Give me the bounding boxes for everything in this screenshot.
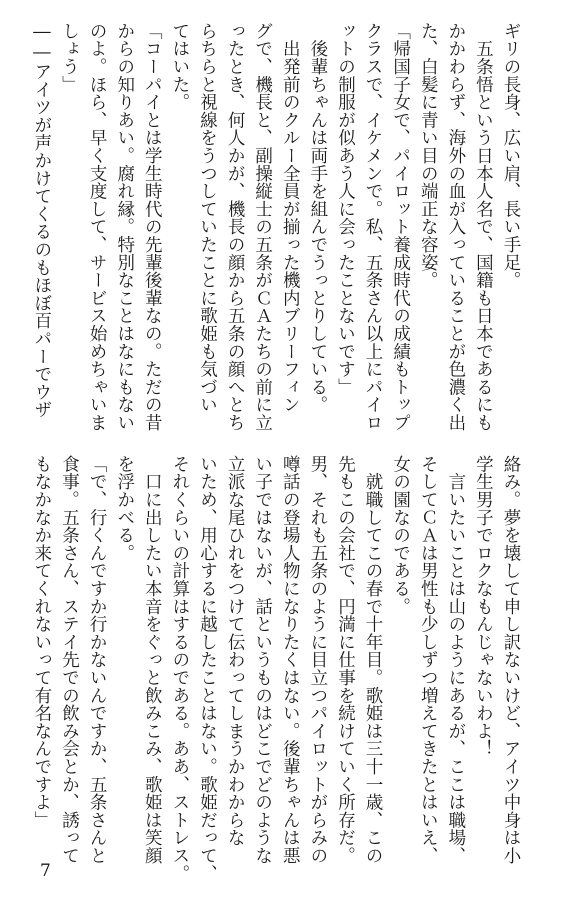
text-line: い子ではないが、話というものはどこでどのような <box>252 455 273 865</box>
text-line: 「帰国子女で、パイロット養成時代の成績もトップ <box>390 22 411 432</box>
text-line: 口に出したい本音をぐっと飲みこみ、歌姫は笑顔 <box>142 455 163 865</box>
text-block-upper <box>31 22 524 432</box>
text-line: ――アイツが声かけてくるのもほぼ百パーでウザ <box>31 22 52 419</box>
text-line: ったとき、何人かが、機長の顔から五条の顔へとち <box>225 22 246 432</box>
text-line: からの知りあい。腐れ縁。特別なことはなにもない <box>114 22 135 432</box>
text-line: 就職してこの春で十年目。歌姫は三十一歳、この <box>363 455 384 865</box>
text-line: 出発前のクルー全員が揃った機内ブリーフィン <box>280 22 301 414</box>
text-line: た、白髪に青い目の端正な容姿。 <box>418 22 439 289</box>
text-line: のよ。ほら、早く支度して、サービス始めちゃいま <box>87 22 108 432</box>
text-line: グで、機長と、副操縦士の五条がＣＡたちの前に立 <box>252 22 273 432</box>
text-line: そしてＣＡは男性も少しずつ増えてきたとはいえ、 <box>418 455 439 865</box>
text-line: 絡み。夢を壊して申し訳ないけど、アイツ中身は小 <box>501 455 521 865</box>
text-line: 「コーパイとは学生時代の先輩後輩なの。ただの昔 <box>142 22 163 432</box>
text-line: クラスで、イケメンで。私、五条さん以上にパイロ <box>363 22 384 432</box>
text-line: それくらいの計算はするのである。ああ、ストレス。 <box>169 455 190 883</box>
text-line: 後輩ちゃんは両手を組んでうっとりしている。 <box>307 22 328 414</box>
text-line: ギリの長身、広い肩、長い手足。 <box>501 22 521 289</box>
text-line: を浮かべる。 <box>114 455 135 562</box>
text-line: 先もこの会社で、円満に仕事を続けていく所存だ。 <box>335 455 356 865</box>
text-line: 言いたいことは山のようにあるが、ここは職場、 <box>445 455 466 865</box>
text-line: ットの制服が似あう人に会ったことないです」 <box>335 22 356 396</box>
page-number: 7 <box>40 861 51 881</box>
text-line: 立派な尾ひれをつけて伝わってしまうかわからな <box>225 455 246 847</box>
text-line: しょう」 <box>59 22 80 94</box>
text-line: 食事。五条さん、ステイ先での飲み会とか、誘って <box>59 455 80 865</box>
text-line: 噂話の登場人物になりたくはない。後輩ちゃんは悪 <box>280 455 301 865</box>
text-line: もなかなか来てくれないって有名なんですよ」 <box>31 455 52 829</box>
text-line: いため、用心するに越したことはない。歌姫だって、 <box>197 455 218 883</box>
text-line: 「で、行くんですか行かないんですか、五条さんと <box>87 455 108 865</box>
text-line: かかわらず、海外の血が入っていることが色濃く出 <box>445 22 466 432</box>
text-line: 男、それも五条のように目立つパイロットがらみの <box>307 455 328 865</box>
text-line: てはいた。 <box>169 22 190 111</box>
text-block-lower <box>31 455 524 883</box>
text-line: 五条悟という日本人名で、国籍も日本であるにも <box>473 22 494 432</box>
text-line: 女の園なのである。 <box>390 455 411 616</box>
text-line: らちらと視線をうつしていたことに歌姫も気づい <box>197 22 218 414</box>
text-line: 学生男子でロクなもんじゃないわよ！ <box>473 455 494 758</box>
